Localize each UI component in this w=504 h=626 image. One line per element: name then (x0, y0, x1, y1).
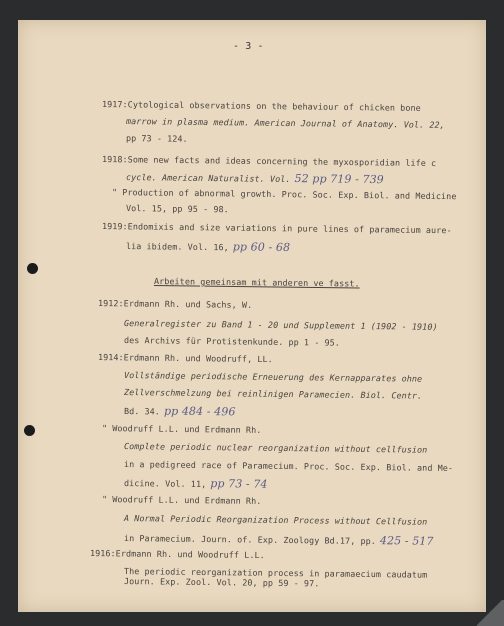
entry-line: Complete periodic nuclear reorganization without cellfusion (123, 441, 428, 455)
entry-line: dicine. Vol. 11, pp 73 - 74 (123, 477, 268, 491)
entry-line: 1917:Cytological observations on the behaviour of chicken bone (101, 99, 421, 113)
entry-line: in Paramecium. Journ. of. Exp. Zoology Bd.17, pp. 425 - 517 (123, 533, 434, 548)
entry-line: A Normal Periodic Reorganization Process without Cellfusion (123, 513, 428, 527)
entry-line: 1912:Erdmann Rh. und Sachs, W. (97, 298, 253, 310)
entry-line: pp 73 - 124. (125, 133, 188, 144)
handwritten-annotation: pp 60 - 68 (232, 240, 291, 255)
entry-line: 1914:Erdmann Rh. und Woodruff, LL. (97, 352, 273, 365)
entry-line: 1919:Endomixis and size variations in pure lines of paramecium aure- (101, 221, 452, 236)
entry-line: des Archivs für Protistenkunde. pp 1 - 95. (123, 335, 341, 348)
punch-hole (24, 425, 35, 436)
entry-line: 1916:Erdmann Rh. und Woodruff L.L. (89, 548, 265, 561)
page-number: - 3 - (233, 41, 264, 52)
entry-line: Bd. 34. pp 484 - 496 (123, 404, 236, 419)
entry-line: Journ. Exp. Zool. Vol. 20, pp 59 - 97. (123, 576, 320, 589)
entry-line: 1918:Some new facts and ideas concerning the myxosporidian life c (101, 154, 437, 169)
document-page (18, 20, 486, 612)
handwritten-annotation: pp 73 - 74 (210, 477, 268, 491)
entry-line: lia ibidem. Vol. 16, pp 60 - 68 (125, 240, 291, 255)
entry-line: Generalregister zu Band 1 - 20 und Supplement 1 (1902 - 1910) (123, 318, 438, 332)
entry-line: " Production of abnormal growth. Proc. Soc. Exp. Biol. and Medicine (111, 187, 457, 202)
entry-line: Vollständige periodische Erneuerung des Kernapparates ohne (123, 370, 423, 384)
entry-line: in a pedigreed race of Paramecium. Proc. Soc. Exp. Biol. and Me- (123, 459, 454, 474)
section-heading: Arbeiten gemeinsam mit anderen ve fasst. (153, 276, 360, 289)
entry-line: " Woodruff L.L. und Erdmann Rh. (101, 494, 262, 506)
handwritten-annotation: 52 pp 719 - 739 (294, 172, 384, 187)
handwritten-annotation: 425 - 517 (379, 534, 434, 548)
handwritten-annotation: pp 484 - 496 (163, 404, 236, 419)
entry-line: marrow in plasma medium. American Journal of Anatomy. Vol. 22, (125, 116, 445, 130)
punch-hole (27, 263, 38, 274)
entry-line: Zellverschmelzung bei reinlinigen Paramecien. Biol. Centr. (123, 387, 423, 401)
entry-line: cycle. American Naturalist. Vol. 52 pp 719 - 739 (125, 172, 384, 187)
page-corner (474, 600, 504, 626)
entry-line: The periodic reorganization process in paramaecium caudatum (123, 566, 428, 580)
entry-line: " Woodruff L.L. und Erdmann Rh. (101, 423, 262, 435)
entry-line: Vol. 15, pp 95 - 98. (125, 203, 229, 215)
